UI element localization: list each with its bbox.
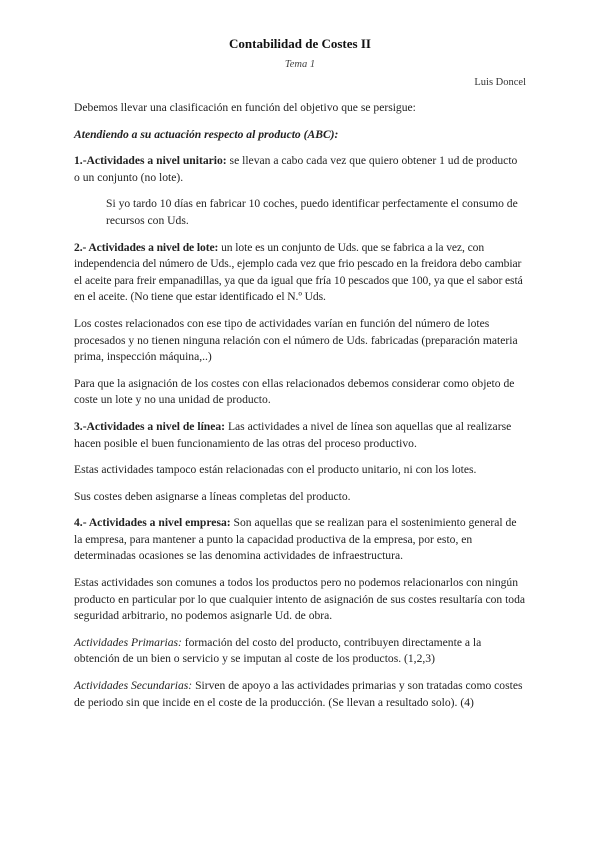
activity-company-paragraph — [74, 515, 526, 565]
intro-paragraph: Debemos llevar una clasificación en función del objetivo que se persigue: — [74, 101, 416, 114]
section-heading: Atendiendo a su actuación respecto al producto (ABC): — [74, 127, 339, 141]
activity-company-text: Son aquellas que se realizan para el sostenimiento general de la empresa, para mantener a punto la capacidad productiva de la empresa, por esto, en determinadas ocasiones se las denomina actividades de infraestructura. — [74, 516, 517, 563]
activity-line-text: Las actividades a nivel de línea son aquellas que al realizarse hacen posible el buen funcionamiento de las otras del proceso productivo. — [74, 419, 512, 450]
document-title: Contabilidad de Costes II — [229, 36, 371, 51]
activity-unit-paragraph — [74, 153, 526, 186]
document-body — [74, 100, 526, 721]
activity-line-relation-paragraph: Estas actividades tampoco están relacionadas con el producto unitario, ni con los lotes. — [74, 463, 477, 477]
activity-batch-text: un lote es un conjunto de Uds. que se fabrica a la vez, con independencia del número de Uds., ejemplo cada vez que frio pescado en la freidora debo cambiar el aceite para freir empanadillas, ya que da igual que fría 10 pescados que 100, ya que el sabor está en el aceite. (No tiene que estar identificado el N.º Uds. — [74, 240, 523, 304]
primary-activities-paragraph — [74, 635, 526, 668]
activity-batch-paragraph — [74, 240, 526, 306]
primary-activities-label: Actividades Primarias: — [74, 635, 182, 649]
activity-line-paragraph — [74, 419, 526, 452]
activity-company-label: 4.- Actividades a nivel empresa: — [74, 516, 231, 530]
primary-activities-text: formación del costo del producto, contribuyen directamente a la obtención de un bien o servicio y se imputan al coste de los productos. (1,2,3) — [74, 635, 482, 666]
activity-unit-text: se llevan a cabo cada vez que quiero obtener 1 ud de producto o un conjunto (no lote). — [74, 154, 518, 184]
activity-batch-label: 2.- Actividades a nivel de lote: — [74, 240, 219, 254]
activity-unit-label: 1.-Actividades a nivel unitario: — [74, 154, 227, 168]
document-subtitle: Tema 1 — [284, 59, 316, 70]
secondary-activities-label: Actividades Secundarias: — [74, 679, 193, 693]
secondary-activities-paragraph — [74, 678, 526, 711]
activity-batch-assignment-paragraph: Para que la asignación de los costes con ellas relacionados debemos considerar como objeto de coste un lote y no una unidad de producto. — [74, 376, 515, 407]
activity-line-label: 3.-Actividades a nivel de línea: — [74, 419, 226, 433]
author-name: Luis Doncel — [474, 77, 526, 88]
document-page — [74, 0, 526, 848]
activity-unit-example: Si yo tardo 10 días en fabricar 10 coches, puedo identificar perfectamente el consumo de recursos con Uds. — [106, 197, 518, 227]
activity-batch-costs-paragraph: Los costes relacionados con ese tipo de actividades varían en función del número de lotes procesados y no tienen ninguna relación con el número de Uds. fabricadas (preparación materia prima, inspección máquina,..) — [74, 316, 518, 364]
activity-company-common-paragraph: Estas actividades son comunes a todos los productos pero no podemos relacionarlos con ningún producto en particular por lo que cualquier intento de asignación de sus costes resultaría con toda seguridad arbitrario, no podemos asignarle Ud. de obra. — [74, 576, 526, 623]
activity-line-costs-paragraph: Sus costes deben asignarse a líneas completas del producto. — [74, 489, 351, 503]
secondary-activities-text: Sirven de apoyo a las actividades primarias y son tratadas como costes de periodo sin que incide en el coste de la producción. (Se llevan a resultado solo). (4) — [74, 679, 523, 709]
